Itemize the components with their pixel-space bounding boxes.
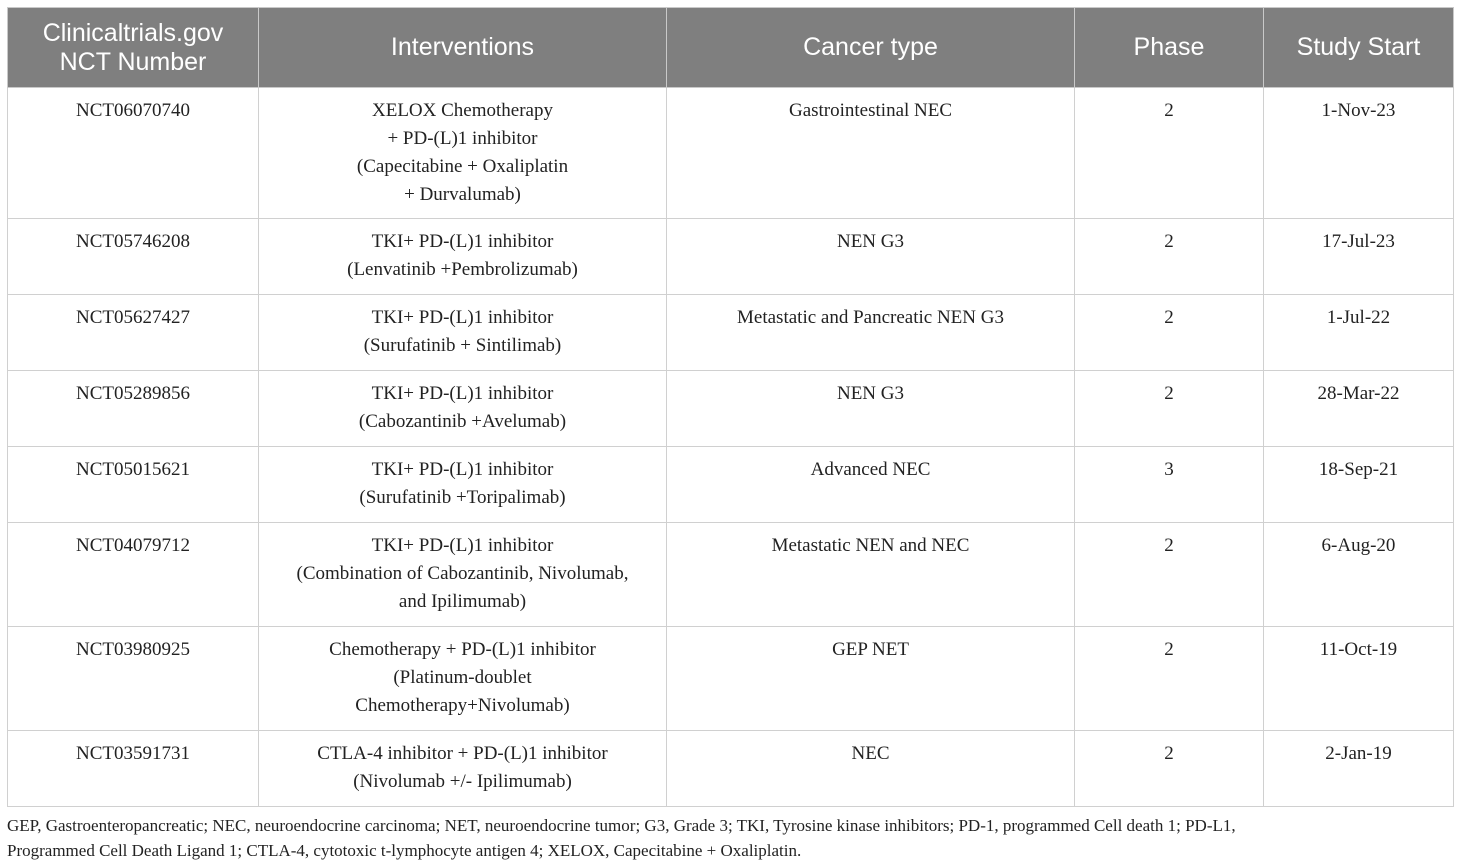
phase-cell: 2 <box>1075 731 1264 807</box>
phase-cell: 2 <box>1075 88 1264 219</box>
intervention-line: + Durvalumab) <box>404 184 521 205</box>
table-header <box>8 8 1454 88</box>
header-row <box>8 8 1454 88</box>
phase-cell: 2 <box>1075 523 1264 627</box>
nct-number-cell: NCT03591731 <box>8 731 259 807</box>
intervention-line: Chemotherapy + PD-(L)1 inhibitor <box>329 639 596 660</box>
phase-cell: 2 <box>1075 627 1264 731</box>
study-start-cell: 2-Jan-19 <box>1264 731 1454 807</box>
table-row <box>8 731 1454 807</box>
study-start-cell: 6-Aug-20 <box>1264 523 1454 627</box>
table-row <box>8 295 1454 371</box>
header-cancer-type: Cancer type <box>667 8 1075 88</box>
table-row <box>8 88 1454 219</box>
phase-cell: 2 <box>1075 219 1264 295</box>
header-interventions: Interventions <box>259 8 667 88</box>
table-body <box>8 88 1454 807</box>
table-row <box>8 371 1454 447</box>
intervention-line: (Combination of Cabozantinib, Nivolumab, <box>296 563 629 584</box>
intervention-line: (Platinum-doublet <box>393 667 532 688</box>
nct-number-cell: NCT05746208 <box>8 219 259 295</box>
table-row <box>8 447 1454 523</box>
header-nct-number <box>8 8 259 88</box>
table-row <box>8 523 1454 627</box>
intervention-line: XELOX Chemotherapy <box>372 100 553 121</box>
intervention-line: Chemotherapy+Nivolumab) <box>355 695 570 716</box>
study-start-cell: 18-Sep-21 <box>1264 447 1454 523</box>
table-row <box>8 627 1454 731</box>
intervention-line: (Surufatinib + Sintilimab) <box>363 335 562 356</box>
footnote-line: GEP, Gastroenteropancreatic; NEC, neuroendocrine carcinoma; NET, neuroendocrine tumor; G3, Grade 3; TKI, Tyrosine kinase inhibitors; PD-1, programmed Cell death 1; PD-L1, <box>7 816 1236 835</box>
intervention-line: (Capecitabine + Oxaliplatin <box>356 156 569 177</box>
header-nct-line1: Clinicaltrials.gov <box>42 18 224 47</box>
nct-number-cell: NCT04079712 <box>8 523 259 627</box>
intervention-line: (Cabozantinib +Avelumab) <box>358 411 567 432</box>
intervention-line: (Lenvatinib +Pembrolizumab) <box>347 259 578 280</box>
cancer-type-cell: Gastrointestinal NEC <box>667 88 1075 219</box>
study-start-cell: 1-Nov-23 <box>1264 88 1454 219</box>
phase-cell: 3 <box>1075 447 1264 523</box>
interventions-cell <box>259 371 667 447</box>
intervention-line: + PD-(L)1 inhibitor <box>387 128 538 149</box>
interventions-cell <box>259 219 667 295</box>
clinical-trials-table <box>7 7 1454 807</box>
nct-number-cell: NCT03980925 <box>8 627 259 731</box>
intervention-line: (Surufatinib +Toripalimab) <box>359 487 566 508</box>
nct-number-cell: NCT05015621 <box>8 447 259 523</box>
intervention-line: TKI+ PD-(L)1 inhibitor <box>371 383 554 404</box>
study-start-cell: 1-Jul-22 <box>1264 295 1454 371</box>
study-start-cell: 17-Jul-23 <box>1264 219 1454 295</box>
cancer-type-cell: Metastatic NEN and NEC <box>667 523 1075 627</box>
nct-number-cell: NCT05627427 <box>8 295 259 371</box>
header-phase: Phase <box>1075 8 1264 88</box>
intervention-line: TKI+ PD-(L)1 inhibitor <box>371 231 554 252</box>
phase-cell: 2 <box>1075 295 1264 371</box>
table-row <box>8 219 1454 295</box>
intervention-line: TKI+ PD-(L)1 inhibitor <box>371 459 554 480</box>
table-footnote <box>7 813 1453 863</box>
intervention-line: TKI+ PD-(L)1 inhibitor <box>371 307 554 328</box>
header-study-start: Study Start <box>1264 8 1454 88</box>
study-start-cell: 11-Oct-19 <box>1264 627 1454 731</box>
intervention-line: (Nivolumab +/- Ipilimumab) <box>353 771 572 792</box>
cancer-type-cell: NEN G3 <box>667 371 1075 447</box>
interventions-cell <box>259 88 667 219</box>
interventions-cell <box>259 447 667 523</box>
cancer-type-cell: Advanced NEC <box>667 447 1075 523</box>
interventions-cell <box>259 523 667 627</box>
interventions-cell <box>259 731 667 807</box>
intervention-line: and Ipilimumab) <box>398 591 527 612</box>
cancer-type-cell: NEC <box>667 731 1075 807</box>
footnote-line: Programmed Cell Death Ligand 1; CTLA-4, cytotoxic t-lymphocyte antigen 4; XELOX, Capecitabine + Oxaliplatin. <box>7 841 802 860</box>
cancer-type-cell: NEN G3 <box>667 219 1075 295</box>
interventions-cell <box>259 627 667 731</box>
nct-number-cell: NCT06070740 <box>8 88 259 219</box>
nct-number-cell: NCT05289856 <box>8 371 259 447</box>
interventions-cell <box>259 295 667 371</box>
intervention-line: TKI+ PD-(L)1 inhibitor <box>371 535 554 556</box>
cancer-type-cell: GEP NET <box>667 627 1075 731</box>
header-nct-line2: NCT Number <box>59 47 207 76</box>
intervention-line: CTLA-4 inhibitor + PD-(L)1 inhibitor <box>317 743 608 764</box>
study-start-cell: 28-Mar-22 <box>1264 371 1454 447</box>
phase-cell: 2 <box>1075 371 1264 447</box>
clinical-trials-table-container <box>7 7 1453 807</box>
cancer-type-cell: Metastatic and Pancreatic NEN G3 <box>667 295 1075 371</box>
